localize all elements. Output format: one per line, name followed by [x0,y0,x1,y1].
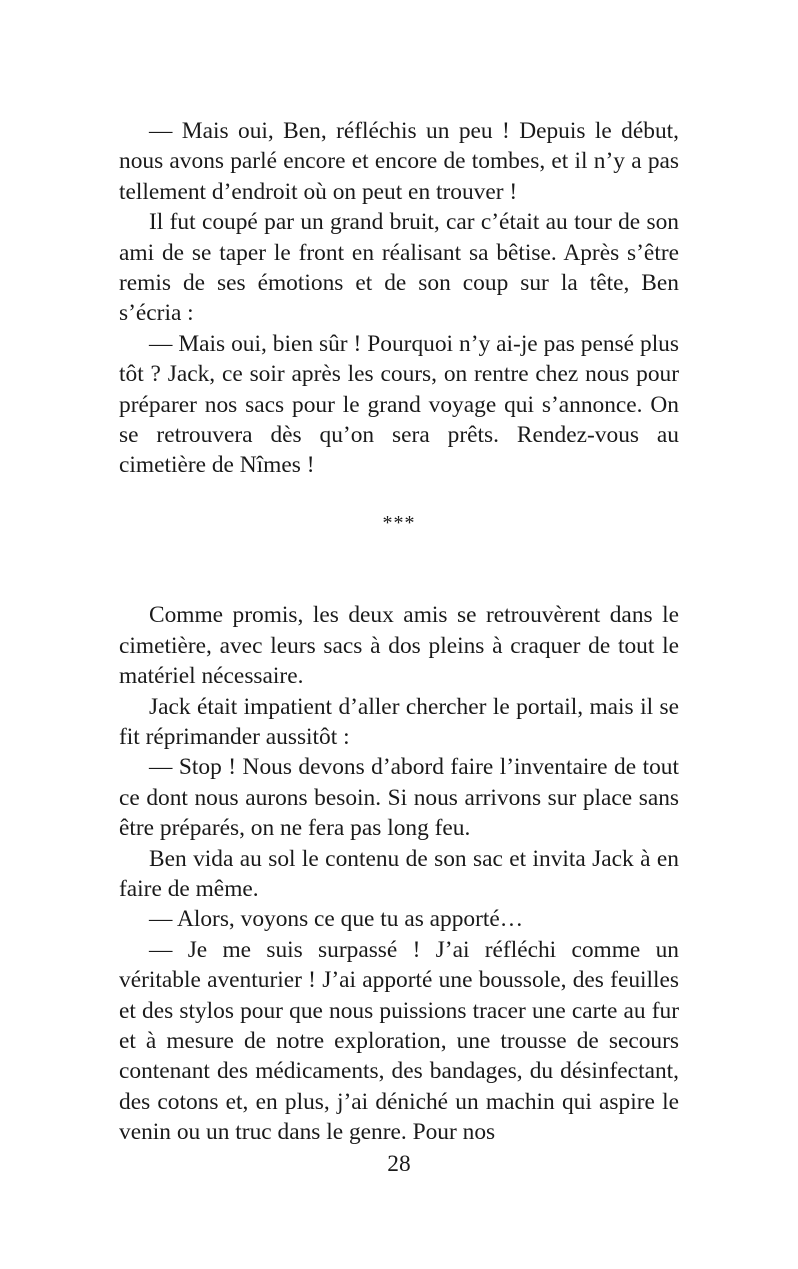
page-number: 28 [387,1151,411,1177]
paragraph: — Je me suis surpassé ! J’ai réfléchi comme un véritable aventurier ! J’ai apporté une boussole, des feuilles et des stylos pour que nous puissions tracer une carte au fur et à mesure de notre exploration, une trousse de secours contenant des médicaments, des bandages, du désinfectant, des cotons et, en plus, j’ai déniché un machin qui aspire le venin ou un truc dans le genre. Pour nos [119,936,679,1146]
paragraph: Comme promis, les deux amis se retrouvèrent dans le cimetière, avec leurs sacs à dos pleins à craquer de tout le matériel nécessaire. [119,602,679,690]
paragraph: — Mais oui, bien sûr ! Pourquoi n’y ai-je pas pensé plus tôt ? Jack, ce soir après les cours, on rentre chez nous pour préparer nos sacs pour le grand voyage qui s’annonce. On se retrouvera dès qu’on sera prêts. Rendez-vous au cimetière de Nîmes ! [119,330,679,479]
paragraph: — Stop ! Nous devons d’abord faire l’inventaire de tout ce dont nous aurons besoin. Si nous arrivons sur place sans être préparés, on ne fera pas long feu. [119,754,679,842]
paragraph: Il fut coupé par un grand bruit, car c’était au tour de son ami de se taper le front en réalisant sa bêtise. Après s’être remis de ses émotions et de son coup sur la tête, Ben s’écria : [119,209,679,327]
paragraph: Ben vida au sol le contenu de son sac et invita Jack à en faire de même. [119,845,679,902]
paragraph: — Alors, voyons ce que tu as apporté… [149,906,524,933]
paragraph: Jack était impatient d’aller chercher le portail, mais il se fit réprimander aussitôt : [119,693,679,750]
page-body [119,116,679,1148]
section-separator: *** [382,511,416,534]
paragraph: — Mais oui, Ben, réfléchis un peu ! Depuis le début, nous avons parlé encore et encore de tombes, et il n’y a pas tellement d’endroit où on peut en trouver ! [119,118,679,205]
